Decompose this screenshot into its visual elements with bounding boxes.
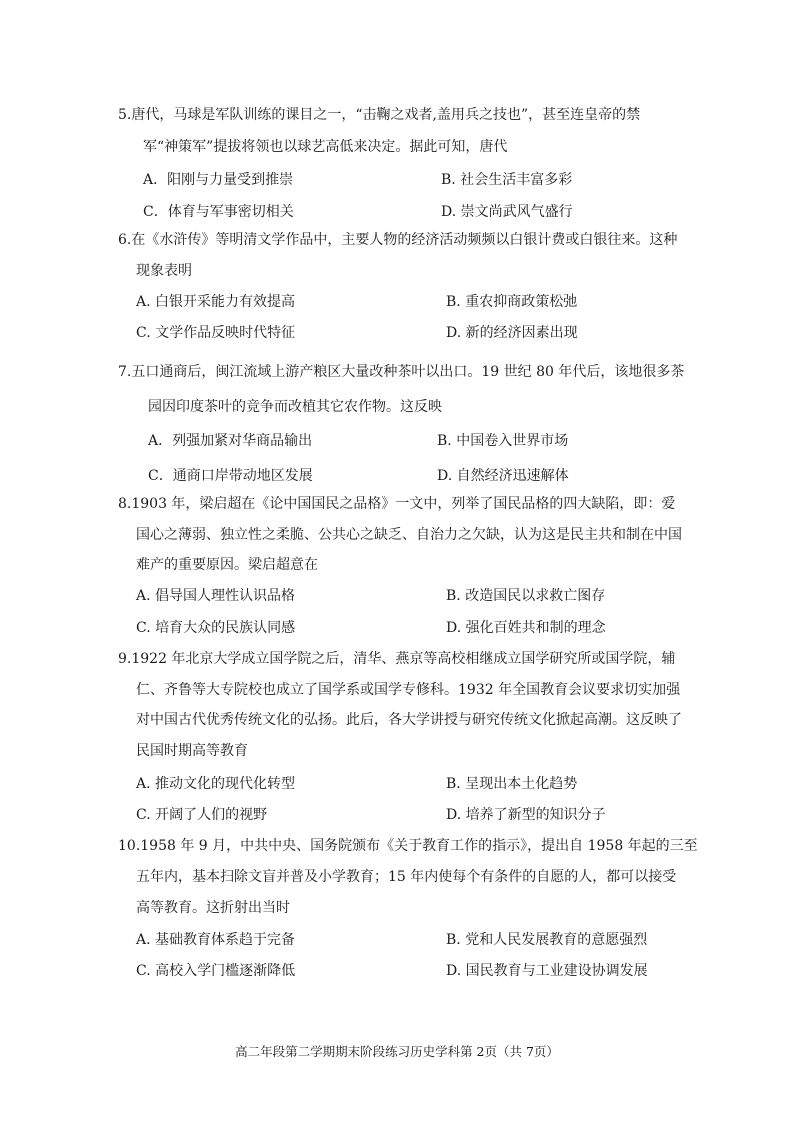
question-9-stem-line-2: 仁、齐鲁等大专院校也成立了国学系或国学专修科。1932 年全国教育会议要求切实加强 (136, 682, 681, 698)
question-5-stem-line-2: 军“神策军”提拔将领也以球艺高低来决定。据此可知，唐代 (143, 139, 508, 155)
question-10-option-a: A. 基础教育体系趋于完备 (136, 932, 296, 948)
question-7-stem-line-2: 园因印度茶叶的竞争而改植其它农作物。这反映 (148, 399, 442, 415)
question-9-stem-line-1: 9.1922 年北京大学成立国学院之后，清华、燕京等高校相继成立国学研究所或国学院，辅 (118, 651, 676, 667)
question-8-stem-line-3: 难产的重要原因。梁启超意在 (136, 557, 318, 573)
question-5-option-c: C．体育与军事密切相关 (143, 204, 294, 220)
question-10-stem-line-1: 10.1958 年 9 月，中共中央、国务院颁布《关于教育工作的指示》，提出自 1958 年起的三至 (118, 838, 698, 854)
question-6-option-b: B. 重农抑商政策松弛 (446, 294, 578, 310)
question-7-option-d: D. 自然经济迅速解体 (437, 468, 569, 484)
question-9-option-a: A. 推动文化的现代化转型 (136, 776, 296, 792)
question-7-option-c: C．通商口岸带动地区发展 (148, 468, 313, 484)
question-8-option-c: C. 培育大众的民族认同感 (136, 620, 296, 636)
question-9-option-c: C. 开阔了人们的视野 (136, 807, 268, 823)
question-8-option-b: B. 改造国民以求救亡图存 (446, 588, 606, 604)
question-5-stem-line-1: 5.唐代，马球是军队训练的课目之一，“击鞠之戏者,盖用兵之技也”，甚至连皇帝的禁 (118, 107, 641, 123)
question-7-stem-line-1: 7.五口通商后，闽江流域上游产粮区大量改种茶叶以出口。19 世纪 80 年代后，该地很多茶 (118, 364, 685, 380)
question-8-option-d: D. 强化百姓共和制的理念 (446, 620, 606, 636)
question-5-option-d: D. 崇文尚武风气盛行 (441, 204, 573, 220)
question-6-option-d: D. 新的经济因素出现 (446, 325, 578, 341)
question-7-option-a: A．列强加紧对华商品输出 (148, 433, 313, 449)
question-8-stem-line-1: 8.1903 年，梁启超在《论中国国民之品格》一文中，列举了国民品格的四大缺陷，即：爱 (118, 496, 676, 512)
question-10-option-d: D. 国民教育与工业建设协调发展 (446, 963, 648, 979)
question-9-stem-line-3: 对中国古代优秀传统文化的弘扬。此后，各大学讲授与研究传统文化掀起高潮。这反映了 (136, 712, 682, 728)
question-10-stem-line-2: 五年内，基本扫除文盲并普及小学教育；15 年内使每个有条件的自愿的人，都可以接受 (136, 869, 677, 885)
question-8-stem-line-2: 国心之薄弱、独立性之柔脆、公共心之缺乏、自治力之欠缺，认为这是民主共和制在中国 (136, 527, 682, 543)
question-6-stem-line-1: 6.在《水浒传》等明清文学作品中，主要人物的经济活动频频以白银计费或白银往来。这种 (118, 232, 678, 248)
question-8-option-a: A. 倡导国人理性认识品格 (136, 588, 296, 604)
question-5-option-a: A．阳刚与力量受到推崇 (143, 172, 294, 188)
question-6-option-c: C. 文学作品反映时代特征 (136, 325, 296, 341)
question-5-option-b: B. 社会生活丰富多彩 (441, 172, 573, 188)
page-footer: 高二年段第二学期期末阶段练习历史学科第 2页（共 7页） (235, 1044, 559, 1059)
question-10-option-b: B. 党和人民发展教育的意愿强烈 (446, 932, 648, 948)
question-9-stem-line-4: 民国时期高等教育 (136, 743, 248, 759)
question-9-option-b: B. 呈现出本土化趋势 (446, 776, 578, 792)
question-10-option-c: C. 高校入学门槛逐渐降低 (136, 963, 296, 979)
question-9-option-d: D. 培养了新型的知识分子 (446, 807, 606, 823)
question-10-stem-line-3: 高等教育。这折射出当时 (136, 900, 290, 916)
question-6-stem-line-2: 现象表明 (136, 263, 192, 279)
question-6-option-a: A. 白银开采能力有效提高 (136, 294, 296, 310)
question-7-option-b: B. 中国卷入世界市场 (437, 433, 569, 449)
